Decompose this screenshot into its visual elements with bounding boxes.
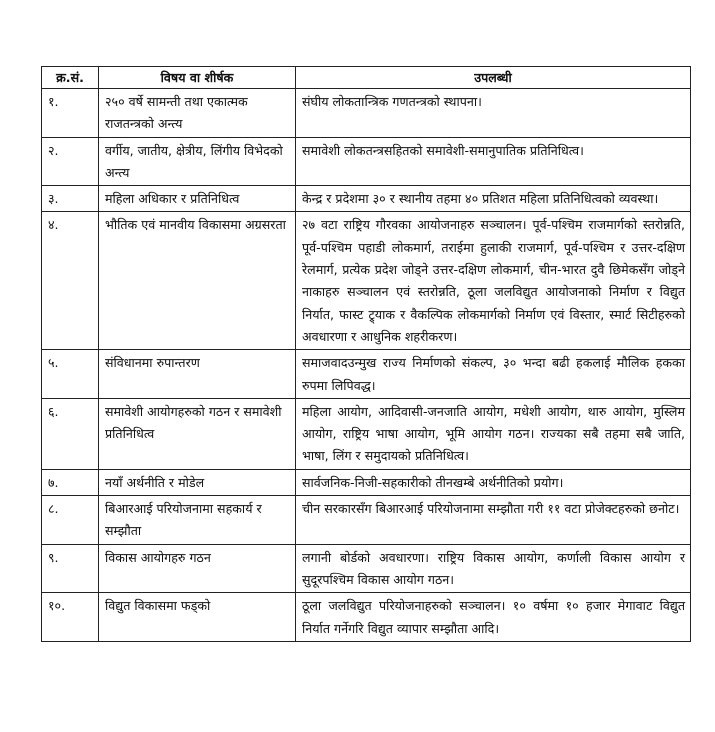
header-serial: क्र.सं.	[42, 67, 99, 89]
table-row	[42, 398, 691, 469]
row-achievement: संघीय लोकतान्त्रिक गणतन्त्रको स्थापना।	[296, 89, 691, 138]
table-row	[42, 350, 691, 399]
row-achievement: २७ वटा राष्ट्रिय गौरवका आयोजनाहरु सञ्चालन। पूर्व-पश्चिम राजमार्गको स्तरोन्नति, पूर्व-पश्चिम पहाडी लोकमार्ग, तराईमा हुलाकी राजमार्ग, पूर्व-पश्चिम र उत्तर-दक्षिण रेलमार्ग, प्रत्येक प्रदेश जोड्ने उत्तर-दक्षिण लोकमार्ग, चीन-भारत दुवै छिमेकसँग जोड्ने नाकाहरु सञ्चालन एवं स्तरोन्नति, ठूला जलविद्युत आयोजनाको निर्माण र विद्युत निर्यात, फास्ट ट्र्याक र वैकल्पिक लोकमार्गको निर्माण एवं विस्तार, स्मार्ट सिटीहरुको अवधारणा र आधुनिक शहरीकरण।	[296, 212, 691, 350]
row-achievement: ठूला जलविद्युत परियोजनाहरुको सञ्चालन। १० वर्षमा १० हजार मेगावाट विद्युत निर्यात गर्नेगरि विद्युत व्यापार सम्झौता आदि।	[296, 593, 691, 642]
row-achievement: लगानी बोर्डको अवधारणा। राष्ट्रिय विकास आयोग, कर्णाली विकास आयोग र सुदूरपश्चिम विकास आयोग गठन।	[296, 544, 691, 593]
row-subject: समावेशी आयोगहरुको गठन र समावेशी प्रतिनिधित्व	[99, 398, 296, 469]
table-row	[42, 544, 691, 593]
row-serial: २.	[42, 137, 99, 186]
row-serial: ७.	[42, 469, 99, 495]
row-serial: ५.	[42, 350, 99, 399]
row-achievement: चीन सरकारसँग बिआरआई परियोजनामा सम्झौता गरी ११ वटा प्रोजेक्टहरुको छनोट।	[296, 496, 691, 545]
row-achievement: समावेशी लोकतन्त्रसहितको समावेशी-समानुपातिक प्रतिनिधित्व।	[296, 137, 691, 186]
table-row	[42, 496, 691, 545]
row-subject: विकास आयोगहरु गठन	[99, 544, 296, 593]
row-achievement: समाजवादउन्मुख राज्य निर्माणको संकल्प, ३० भन्दा बढी हकलाई मौलिक हकका रुपमा लिपिवद्ध।	[296, 350, 691, 399]
header-achievement: उपलब्धी	[296, 67, 691, 89]
table-row	[42, 89, 691, 138]
row-serial: ६.	[42, 398, 99, 469]
table-row	[42, 137, 691, 186]
row-serial: ८.	[42, 496, 99, 545]
achievements-table	[41, 66, 691, 642]
row-achievement: सार्वजनिक-निजी-सहकारीको तीनखम्बे अर्थनीतिको प्रयोग।	[296, 469, 691, 495]
table-row	[42, 469, 691, 495]
header-subject: विषय वा शीर्षक	[99, 67, 296, 89]
row-serial: ३.	[42, 186, 99, 212]
table-row	[42, 212, 691, 350]
row-serial: १.	[42, 89, 99, 138]
row-achievement: केन्द्र र प्रदेशमा ३० र स्थानीय तहमा ४० प्रतिशत महिला प्रतिनिधित्वको व्यवस्था।	[296, 186, 691, 212]
table-row	[42, 186, 691, 212]
row-serial: ९.	[42, 544, 99, 593]
row-subject: २५० वर्षे सामन्ती तथा एकात्मक राजतन्त्रको अन्त्य	[99, 89, 296, 138]
row-subject: नयाँ अर्थनीति र मोडेल	[99, 469, 296, 495]
row-subject: भौतिक एवं मानवीय विकासमा अग्रसरता	[99, 212, 296, 350]
table-header-row	[42, 67, 691, 89]
row-subject: वर्गीय, जातीय, क्षेत्रीय, लिंगीय विभेदको अन्त्य	[99, 137, 296, 186]
row-achievement: महिला आयोग, आदिवासी-जनजाति आयोग, मधेशी आयोग, थारु आयोग, मुस्लिम आयोग, राष्ट्रिय भाषा आयोग, भूमि आयोग गठन। राज्यका सबै तहमा सबै जाति, भाषा, लिंग र समुदायको प्रतिनिधित्व।	[296, 398, 691, 469]
row-serial: १०.	[42, 593, 99, 642]
row-subject: विद्युत विकासमा फड्को	[99, 593, 296, 642]
table-row	[42, 593, 691, 642]
row-serial: ४.	[42, 212, 99, 350]
row-subject: बिआरआई परियोजनामा सहकार्य र सम्झौता	[99, 496, 296, 545]
row-subject: संविधानमा रुपान्तरण	[99, 350, 296, 399]
row-subject: महिला अधिकार र प्रतिनिधित्व	[99, 186, 296, 212]
